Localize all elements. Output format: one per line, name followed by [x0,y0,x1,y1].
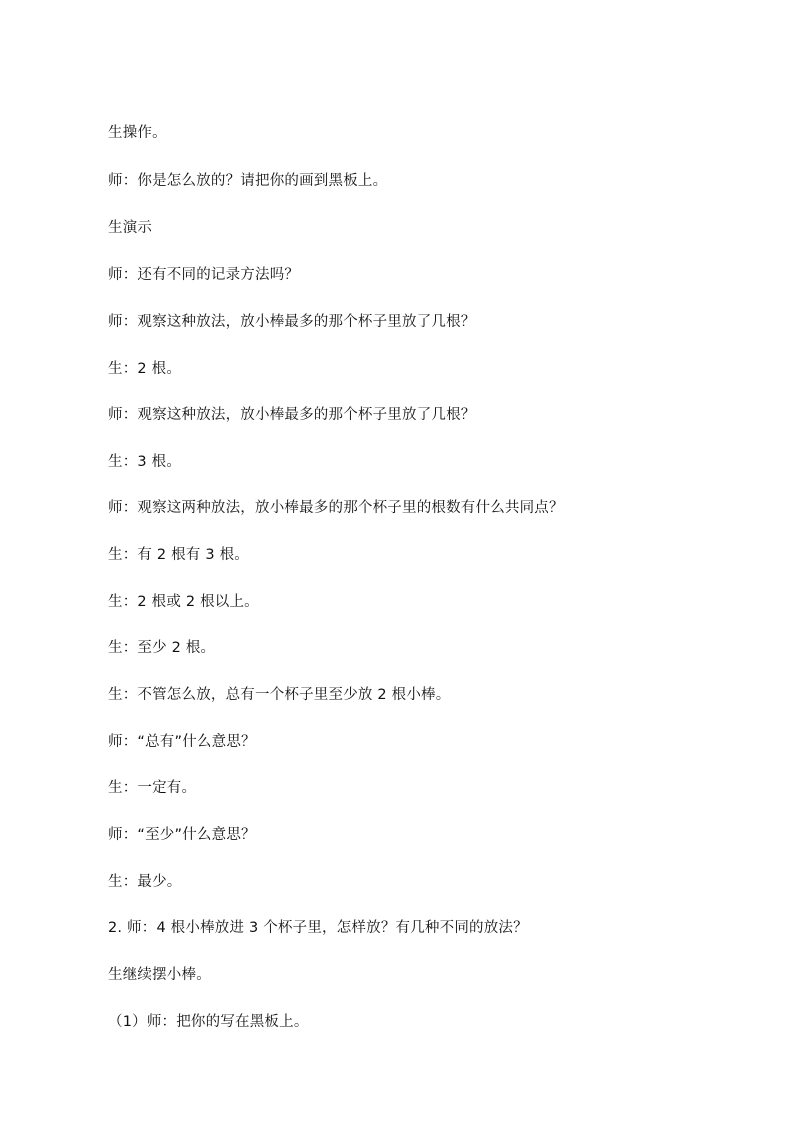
text-line: 生：2 根或 2 根以上。 [108,594,259,610]
text-line: 生：最少。 [108,874,182,890]
text-line: 生：一定有。 [108,780,197,796]
text-line: 生：2 根。 [108,361,182,377]
text-line: 生继续摆小棒。 [108,967,211,983]
text-line: 师：观察这种放法，放小棒最多的那个杯子里放了几根？ [108,314,476,330]
text-line: 师：观察这两种放法，放小棒最多的那个杯子里的根数有什么共同点？ [108,500,564,516]
text-line: 师：“总有”什么意思？ [108,734,256,750]
text-line: 生：3 根。 [108,454,182,470]
text-line: 生：不管怎么放，总有一个杯子里至少放 2 根小棒。 [108,687,451,703]
text-line: 生演示 [108,220,153,236]
text-line: 生：至少 2 根。 [108,640,216,656]
text-line: （1）师：把你的写在黑板上。 [108,1014,309,1030]
text-line: 师：你是怎么放的？请把你的画到黑板上。 [108,173,388,189]
text-line: 师：“至少”什么意思？ [108,827,256,843]
text-line: 生：有 2 根有 3 根。 [108,547,249,563]
text-line: 2. 师：4 根小棒放进 3 个杯子里，怎样放？有几种不同的放法？ [108,920,528,936]
text-line: 师：观察这种放法，放小棒最多的那个杯子里放了几根？ [108,407,476,423]
text-line: 师：还有不同的记录方法吗？ [108,267,300,283]
text-line: 生操作。 [108,125,167,141]
